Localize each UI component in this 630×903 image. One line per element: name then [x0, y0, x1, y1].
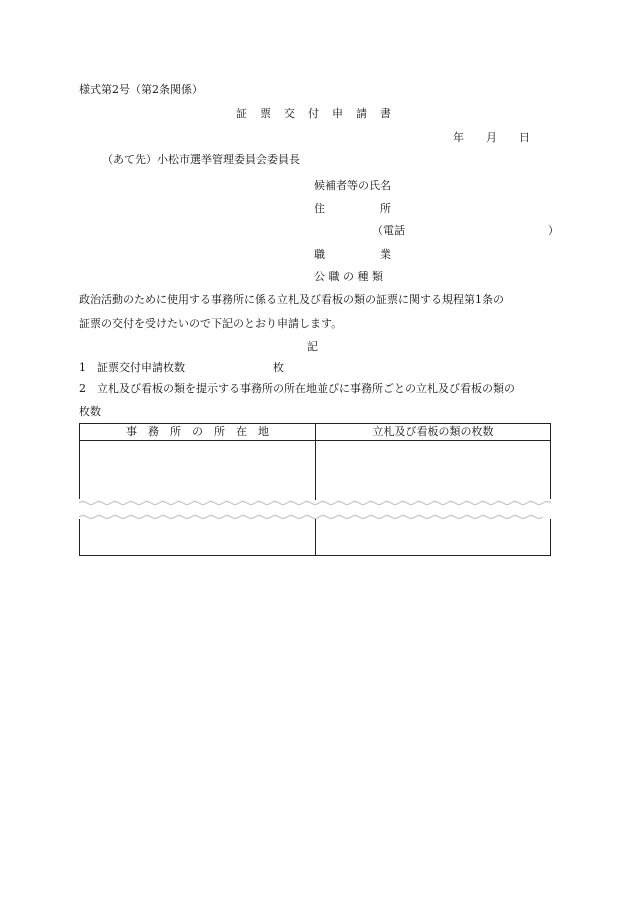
date-field: 年 月 日	[453, 131, 530, 144]
body-text-line2: 証票の交付を受けたいので下記のとおり申請します。	[79, 317, 343, 330]
candidate-name-label: 候補者等の氏名	[314, 179, 391, 192]
ki-heading: 記	[307, 340, 318, 353]
table-header-row	[80, 424, 550, 441]
form-number: 様式第2号（第2条関係）	[79, 83, 203, 96]
item-2-office-locations: 2 立札及び看板の類を提示する事務所の所在地並びに事務所ごとの立札及び看板の類の	[79, 382, 515, 395]
body-text-line1: 政治活動のために使用する事務所に係る立札及び看板の類の証票に関する規程第1条の	[79, 293, 504, 306]
public-office-type-label: 公 職 の 種 類	[314, 270, 383, 283]
addressee: （あて先）小松市選挙管理委員会委員長	[102, 153, 300, 166]
header-sign-count: 立札及び看板の類の枚数	[372, 425, 494, 438]
sign-count-cell[interactable]	[316, 519, 550, 555]
office-table	[79, 423, 551, 499]
document-title: 証 票 交 付 申 請 書	[236, 107, 392, 120]
header-office-location: 事 務 所 の 所 在 地	[80, 424, 316, 440]
sign-count-cell[interactable]	[316, 441, 550, 500]
office-table-continuation	[79, 519, 551, 556]
table-row	[80, 441, 550, 500]
office-location-cell[interactable]	[80, 441, 316, 500]
address-label: 住 所	[314, 202, 391, 215]
item-1-issue-count: 1 証票交付申請枚数 枚	[79, 361, 284, 374]
occupation-label: 職 業	[314, 248, 391, 261]
phone-label: （電話 ）	[372, 224, 559, 237]
item-2-continuation: 枚数	[79, 405, 101, 418]
office-location-cell[interactable]	[80, 519, 316, 555]
